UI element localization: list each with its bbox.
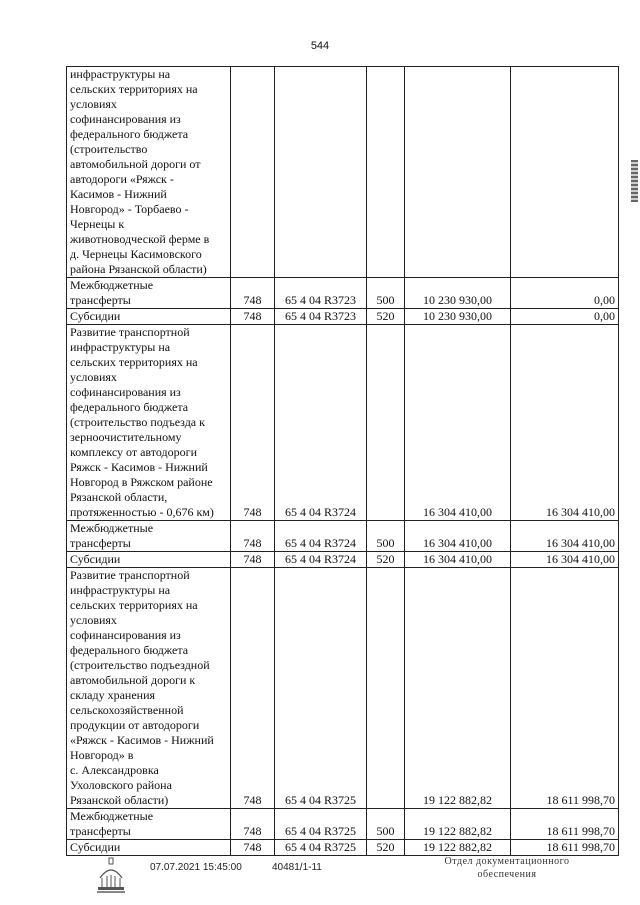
cell-admin-code: 748 <box>231 325 275 521</box>
budget-table <box>66 66 619 856</box>
cell-amount-actual: 18 611 998,70 <box>511 568 619 809</box>
cell-amount-planned: 19 122 882,82 <box>405 568 511 809</box>
cell-target-article: 65 4 04 R3723 <box>275 309 367 325</box>
cell-expense-type <box>367 325 405 521</box>
cell-amount-planned: 16 304 410,00 <box>405 325 511 521</box>
row-description: Субсидии <box>67 309 231 325</box>
cell-admin-code: 748 <box>231 568 275 809</box>
cell-amount-actual: 18 611 998,70 <box>511 809 619 840</box>
cell-admin-code: 748 <box>231 552 275 568</box>
table-row <box>67 67 619 278</box>
table-row <box>67 309 619 325</box>
row-description: Развитие транспортной инфраструктуры на сельских территориях на условиях софинансирования из федерального бюджета (строительство подъезда к зерноочистительному комплексу от автодороги Ряжск - Касимов - Нижний Новгород в Ряжском районе Рязанской области, протяженностью - 0,676 км) <box>67 325 231 521</box>
cell-admin-code <box>231 67 275 278</box>
row-description: Межбюджетные трансферты <box>67 278 231 309</box>
cell-expense-type: 520 <box>367 552 405 568</box>
cell-target-article: 65 4 04 R3724 <box>275 552 367 568</box>
cell-amount-planned: 10 230 930,00 <box>405 309 511 325</box>
cell-amount-actual: 0,00 <box>511 278 619 309</box>
row-description: Субсидии <box>67 552 231 568</box>
cell-admin-code: 748 <box>231 840 275 856</box>
cell-expense-type: 500 <box>367 521 405 552</box>
row-description: инфраструктуры на сельских территориях на условиях софинансирования из федерального бюджета (строительство автомобильной дороги от автодороги «Ряжск - Касимов - Нижний Новгород» - Торбаево - Чернецы к животноводческой ферме в д. Чернецы Касимовского района Рязанской области) <box>67 67 231 278</box>
cell-expense-type <box>367 568 405 809</box>
cell-expense-type: 520 <box>367 840 405 856</box>
cell-target-article: 65 4 04 R3725 <box>275 840 367 856</box>
table-row <box>67 552 619 568</box>
cell-admin-code: 748 <box>231 309 275 325</box>
cell-target-article: 65 4 04 R3725 <box>275 568 367 809</box>
cell-expense-type <box>367 67 405 278</box>
cell-expense-type: 520 <box>367 309 405 325</box>
cell-admin-code: 748 <box>231 521 275 552</box>
cell-target-article <box>275 67 367 278</box>
cell-amount-actual: 0,00 <box>511 309 619 325</box>
cell-amount-actual <box>511 67 619 278</box>
cell-admin-code: 748 <box>231 809 275 840</box>
cell-target-article: 65 4 04 R3723 <box>275 278 367 309</box>
cell-admin-code: 748 <box>231 278 275 309</box>
cell-target-article: 65 4 04 R3724 <box>275 521 367 552</box>
row-description: Субсидии <box>67 840 231 856</box>
cell-amount-planned: 10 230 930,00 <box>405 278 511 309</box>
table-row <box>67 809 619 840</box>
table-row <box>67 521 619 552</box>
cell-amount-planned <box>405 67 511 278</box>
page-number: 544 <box>310 40 330 52</box>
table-row <box>67 325 619 521</box>
cell-amount-planned: 16 304 410,00 <box>405 521 511 552</box>
cell-amount-actual: 16 304 410,00 <box>511 521 619 552</box>
cell-amount-planned: 19 122 882,82 <box>405 809 511 840</box>
footer <box>0 852 640 902</box>
cell-amount-actual: 18 611 998,70 <box>511 840 619 856</box>
row-description: Межбюджетные трансферты <box>67 521 231 552</box>
scan-edge-mark <box>631 160 638 202</box>
cell-target-article: 65 4 04 R3724 <box>275 325 367 521</box>
cell-amount-planned: 16 304 410,00 <box>405 552 511 568</box>
table-row <box>67 278 619 309</box>
cell-expense-type: 500 <box>367 278 405 309</box>
table-row <box>67 568 619 809</box>
cell-target-article: 65 4 04 R3725 <box>275 809 367 840</box>
footer-department-stamp: Отдел документационного обеспечения <box>444 856 570 880</box>
emblem-logo-icon <box>96 856 126 896</box>
footer-doc-number: 40481/1-11 <box>272 862 322 873</box>
row-description: Развитие транспортной инфраструктуры на сельских территориях на условиях софинансирования из федерального бюджета (строительство подъездной автомобильной дороги к складу хранения сельскохозяйственной продукции от автодороги «Ряжск - Касимов - Нижний Новгород» в с. Александровка Ухоловского района Рязанской области) <box>67 568 231 809</box>
cell-amount-planned: 19 122 882,82 <box>405 840 511 856</box>
footer-datetime: 07.07.2021 15:45:00 <box>150 862 242 873</box>
row-description: Межбюджетные трансферты <box>67 809 231 840</box>
cell-amount-actual: 16 304 410,00 <box>511 325 619 521</box>
cell-amount-actual: 16 304 410,00 <box>511 552 619 568</box>
cell-expense-type: 500 <box>367 809 405 840</box>
